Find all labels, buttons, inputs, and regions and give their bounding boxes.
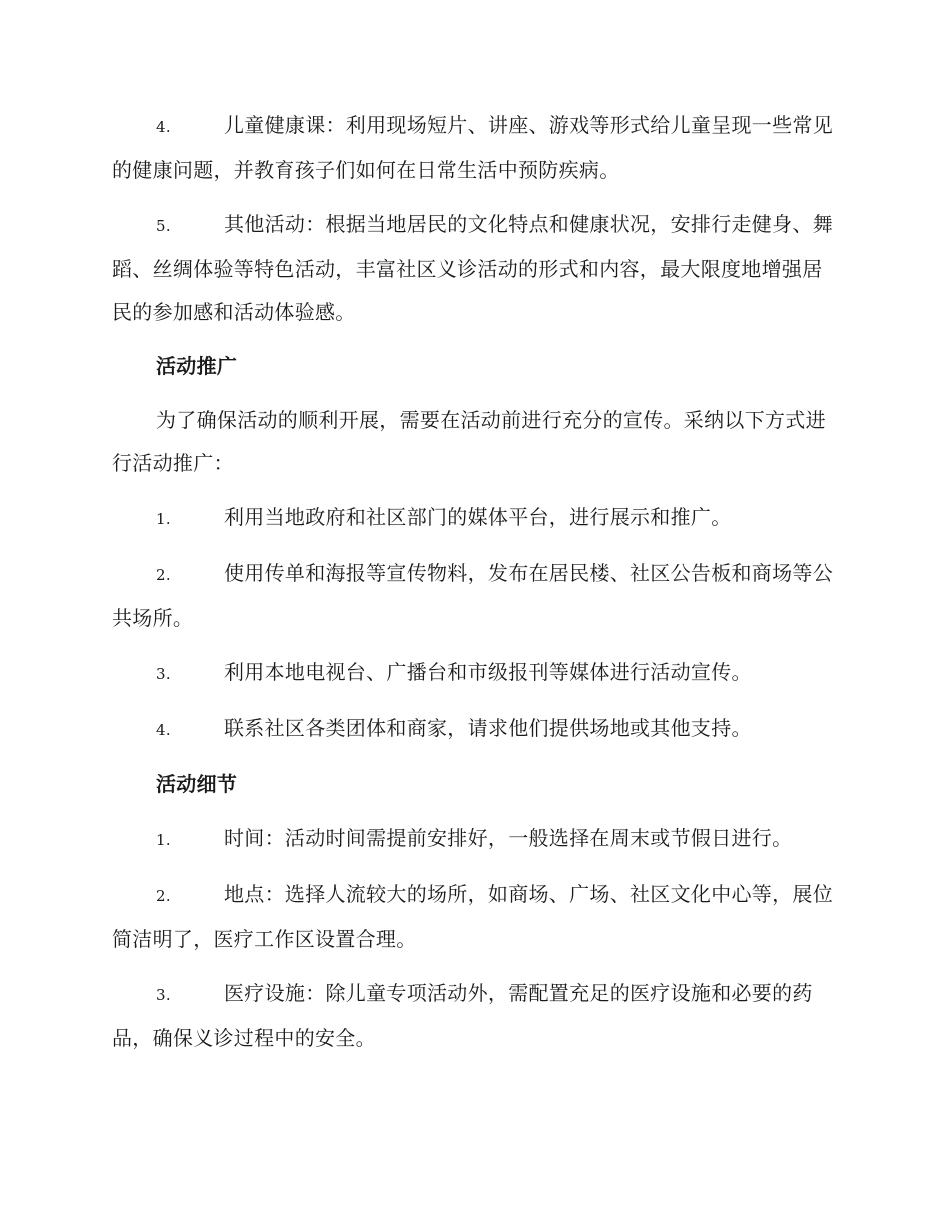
list-item: [112, 817, 838, 862]
list-text: 利用当地政府和社区部门的媒体平台，进行展示和推广。: [224, 505, 732, 529]
section-heading-promotion: 活动推广: [156, 354, 238, 378]
list-number: 2.: [156, 887, 171, 905]
list-text: 联系社区各类团体和商家，请求他们提供场地或其他支持。: [224, 716, 752, 740]
list-text: 儿童健康课：利用现场短片、讲座、游戏等形式给儿童呈现一些常见的健康问题，并教育孩子们如何在日常生活中预防疾病。: [112, 113, 833, 182]
list-number: 2.: [156, 566, 171, 584]
list-item: [112, 552, 838, 640]
list-text: 地点：选择人流较大的场所，如商场、广场、社区文化中心等，展位简洁明了，医疗工作区设置合理。: [112, 882, 833, 951]
list-number: 3.: [156, 986, 171, 1004]
document-content: [112, 104, 838, 1071]
list-text: 时间：活动时间需提前安排好，一般选择在周末或节假日进行。: [224, 826, 793, 850]
list-item: [112, 873, 838, 961]
list-item: [112, 496, 838, 541]
list-number: 3.: [156, 665, 171, 683]
promotion-intro: 为了确保活动的顺利开展，需要在活动前进行充分的宣传。采纳以下方式进行活动推广：: [112, 408, 826, 475]
section-heading-details: 活动细节: [156, 772, 238, 796]
list-number: 5.: [156, 217, 171, 235]
list-item: [112, 707, 838, 752]
list-number: 4.: [156, 721, 171, 739]
list-number: 4.: [156, 118, 171, 136]
list-text: 医疗设施：除儿童专项活动外，需配置充足的医疗设施和必要的药品，确保义诊过程中的安全。: [112, 981, 813, 1050]
list-item: [112, 972, 838, 1060]
list-number: 1.: [156, 510, 171, 528]
list-text: 使用传单和海报等宣传物料，发布在居民楼、社区公告板和商场等公共场所。: [112, 561, 833, 630]
list-text: 利用本地电视台、广播台和市级报刊等媒体进行活动宣传。: [224, 660, 752, 684]
list-item: [112, 203, 838, 334]
list-text: 其他活动：根据当地居民的文化特点和健康状况，安排行走健身、舞蹈、丝绸体验等特色活动，丰富社区义诊活动的形式和内容，最大限度地增强居民的参加感和活动体验感。: [112, 212, 833, 324]
list-item: [112, 651, 838, 696]
list-number: 1.: [156, 831, 171, 849]
list-item: [112, 104, 838, 192]
